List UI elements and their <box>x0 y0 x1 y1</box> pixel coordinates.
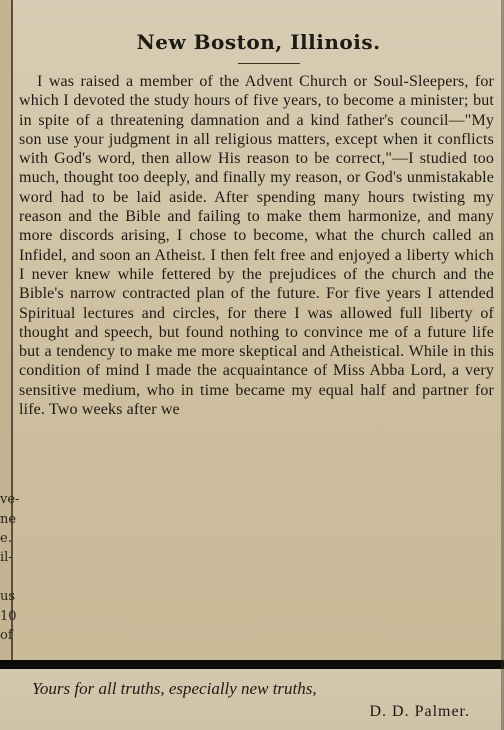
left-column-fragment: 10 <box>0 609 17 624</box>
left-column-fragment: ve- <box>0 492 20 507</box>
article <box>13 0 504 660</box>
left-column-fragment: us <box>0 589 16 604</box>
title-divider <box>238 63 300 64</box>
letter-closing <box>0 669 504 730</box>
left-column-fragment: of <box>0 628 13 643</box>
left-column-fragment: ne <box>0 512 17 527</box>
article-title: New Boston, Illinois. <box>136 30 381 54</box>
closing-line: Yours for all truths, especially new truths, <box>32 679 317 698</box>
signature: D. D. Palmer. <box>369 703 470 720</box>
left-column-fragment: il- <box>0 550 13 565</box>
left-column-fragment: e. <box>0 531 12 546</box>
cut-edge-shadow <box>0 660 504 669</box>
article-body: I was raised a member of the Advent Church or Soul-Sleepers, for which I devoted the study hours of five years, to become a minister; but in spite of a threatening damnation and a kind father's council—"My son use your judgment in all religious matters, except when it conflicts with God's word, then allow His reason to be correct,"—I studied too much, thought too deeply, and finally my reason, or God's unmistakable word had to be laid aside. After spending many hours twisting my reason and the Bible and failing to make them harmonize, and many more discords arising, I chose to become, what the church called an Infidel, and soon an Atheist. I then felt free and enjoyed a liberty which I never knew while fettered by the prejudices of the church and the Bible's narrow contracted plan of the future. For five years I attended Spiritual lectures and circles, for there I was allowed full liberty of thought and speech, but found nothing to convince me of a future life but a tendency to make me more skeptical and Atheistical. While in this condition of mind I made the acquaintance of Miss Abba Lord, a very sensitive medium, who in time became my equal half and partner for life. Two weeks after we <box>19 73 494 419</box>
